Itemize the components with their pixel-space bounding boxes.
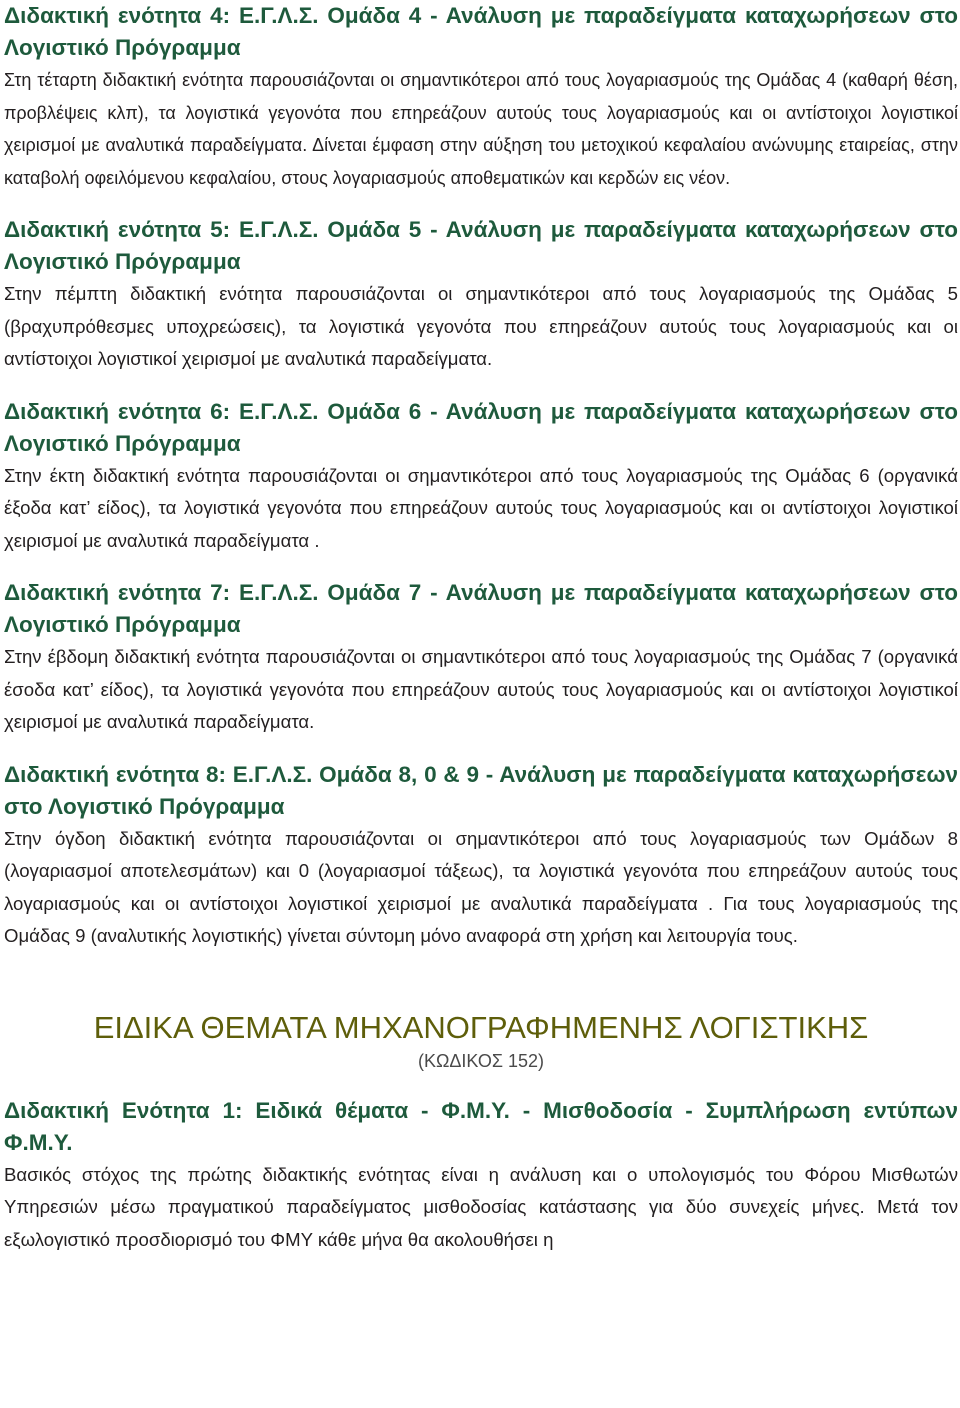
course-title: ΕΙΔΙΚΑ ΘΕΜΑΤΑ ΜΗΧΑΝΟΓΡΑΦΗΜΕΝΗΣ ΛΟΓΙΣΤΙΚΗΣ [93,1009,869,1045]
unit-4-section [4,0,958,194]
spacer [4,557,958,577]
document-page [4,0,958,1256]
course-unit-1-section [4,1095,958,1257]
unit-5-section [4,214,958,376]
unit-5-body: Στην πέμπτη διδακτική ενότητα παρουσιάζονται οι σημαντικότεροι από τους λογαριασμούς της Ομάδας 5 (βραχυπρόθεσμες υποχρεώσεις), τα λογιστικά γεγονότα που επηρεάζουν αυτούς τους λογαριασμούς και οι αντίστοιχοι λογιστικοί χειρισμοί με αναλυτικά παραδείγματα. [4,283,958,369]
unit-8-section [4,759,958,953]
spacer [4,1075,958,1095]
course-unit-1-body: Βασικός στόχος της πρώτης διδακτικής ενότητας είναι η ανάλυση και ο υπολογισμός του Φόρου Μισθωτών Υπηρεσιών μέσω πραγματικού παραδείγματος μισθοδοσίας κατάστασης για δύο συνεχείς μήνες. Μετά τον εξωλογιστικό προσδιορισμό του ΦΜΥ κάθε μήνα θα ακολουθήσει η [4,1163,958,1250]
course-header [4,1009,958,1075]
unit-8-body: Στην όγδοη διδακτική ενότητα παρουσιάζονται οι σημαντικότεροι από τους λογαριασμούς των Ομάδων 8 (λογαριασμοί αποτελεσμάτων) και 0 (λογαριασμοί τάξεως), τα λογιστικά γεγονότα που επηρεάζουν αυτούς τους λογαριασμούς και οι αντίστοιχοι λογιστικοί χειρισμοί με αναλυτικά παραδείγματα . Για τους λογαριασμούς της Ομάδας 9 (αναλυτικής λογιστικής) γίνεται σύντομη μόνο αναφορά στη χρήση και λειτουργία τους. [4,827,958,946]
course-code: (ΚΩΔΙΚΟΣ 152) [417,1050,545,1071]
spacer [4,953,958,1009]
unit-7-heading: Διδακτική ενότητα 7: Ε.Γ.Λ.Σ. Ομάδα 7 - Ανάλυση με παραδείγματα καταχωρήσεων στο Λογιστικό Πρόγραμμα [4,580,958,637]
unit-4-body: Στη τέταρτη διδακτική ενότητα παρουσιάζονται οι σημαντικότεροι από τους λογαριασμούς της Ομάδας 4 (καθαρή θέση, προβλέψεις κλπ), τα λογιστικά γεγονότα που επηρεάζουν αυτούς τους λογαριασμούς και οι αντίστοιχοι λογιστικοί χειρισμοί με αναλυτικά παραδείγματα. Δίνεται έμφαση στην αύξηση του μετοχικού κεφαλαίου ανώνυμης εταιρείας, στην καταβολή οφειλόμενου κεφαλαίου, στους λογαριασμούς αποθεματικών και κερδών εις νέον. [4,70,958,188]
unit-6-body: Στην έκτη διδακτική ενότητα παρουσιάζονται οι σημαντικότεροι από τους λογαριασμούς της Ομάδας 6 (οργανικά έξοδα κατ’ είδος), τα λογιστικά γεγονότα που επηρεάζουν αυτούς τους λογαριασμούς και οι αντίστοιχοι λογιστικοί χειρισμοί με αναλυτικά παραδείγματα . [4,464,958,551]
unit-6-section [4,396,958,558]
spacer [4,739,958,759]
spacer [4,376,958,396]
unit-6-heading: Διδακτική ενότητα 6: Ε.Γ.Λ.Σ. Ομάδα 6 - Ανάλυση με παραδείγματα καταχωρήσεων στο Λογιστικό Πρόγραμμα [4,398,958,456]
unit-5-heading: Διδακτική ενότητα 5: Ε.Γ.Λ.Σ. Ομάδα 5 - Ανάλυση με παραδείγματα καταχωρήσεων στο Λογιστικό Πρόγραμμα [4,217,958,274]
course-unit-1-heading: Διδακτική Ενότητα 1: Ειδικά θέματα - Φ.Μ.Υ. - Μισθοδοσία - Συμπλήρωση εντύπων Φ.Μ.Υ. [4,1097,958,1155]
unit-4-heading: Διδακτική ενότητα 4: Ε.Γ.Λ.Σ. Ομάδα 4 - Ανάλυση με παραδείγματα καταχωρήσεων στο Λογιστικό Πρόγραμμα [4,3,958,60]
unit-8-heading: Διδακτική ενότητα 8: Ε.Γ.Λ.Σ. Ομάδα 8, 0 & 9 - Ανάλυση με παραδείγματα καταχωρήσεων στο Λογιστικό Πρόγραμμα [4,761,958,819]
spacer [4,194,958,214]
unit-7-body: Στην έβδομη διδακτική ενότητα παρουσιάζονται οι σημαντικότεροι από τους λογαριασμούς της Ομάδας 7 (οργανικά έσοδα κατ’ είδος), τα λογιστικά γεγονότα που επηρεάζουν αυτούς τους λογαριασμούς και οι αντίστοιχοι λογιστικοί χειρισμοί με αναλυτικά παραδείγματα. [4,646,958,732]
unit-7-section [4,577,958,739]
